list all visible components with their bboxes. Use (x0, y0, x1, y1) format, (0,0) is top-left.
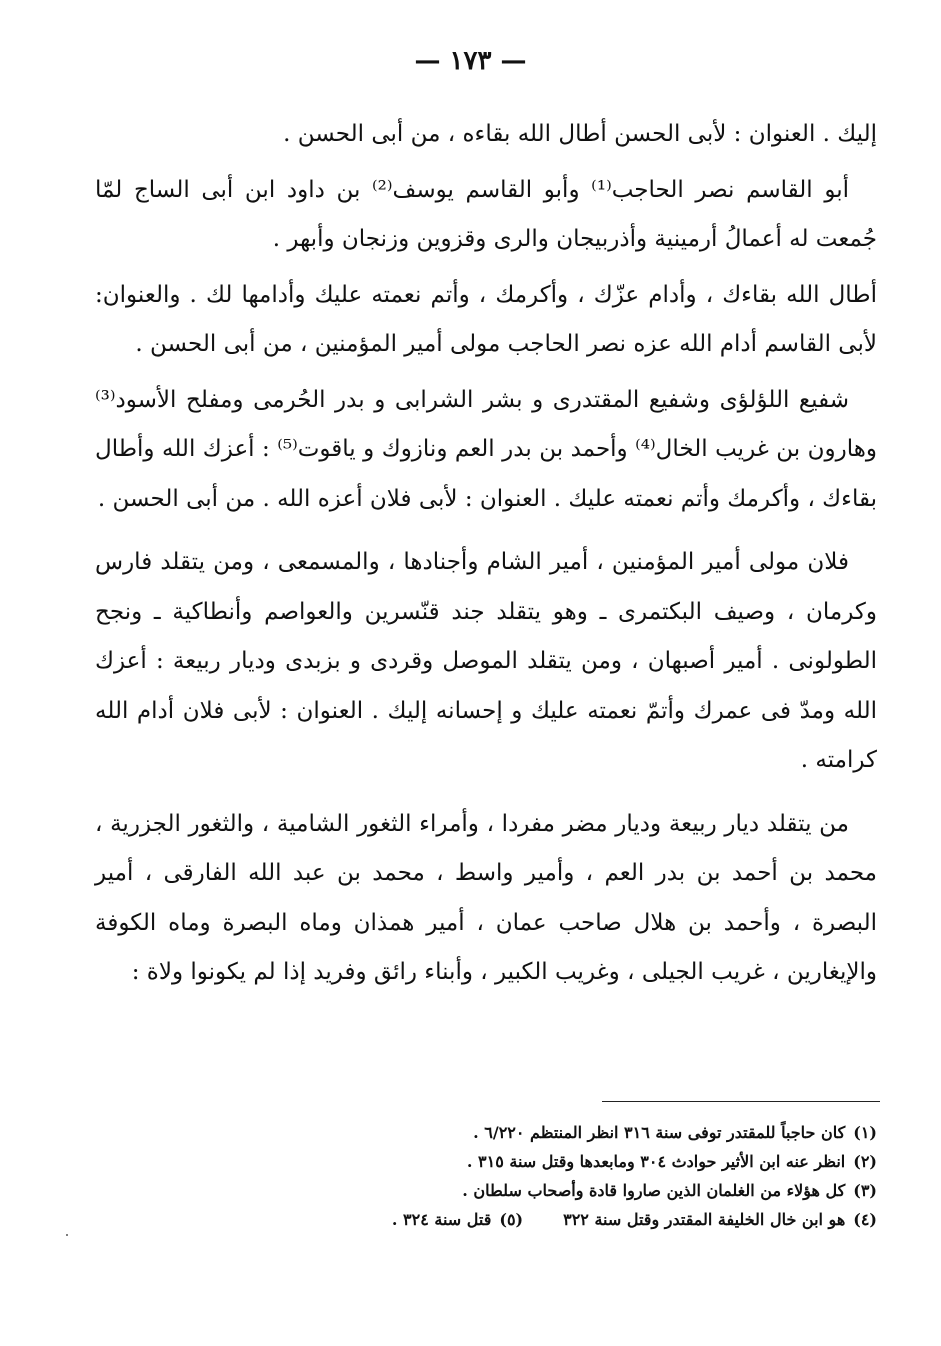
footnote-number: (٢) (853, 1152, 877, 1171)
footnote (260, 1176, 877, 1205)
paragraph: من يتقلد ديار ربيعة وديار مضر مفردا ، وأمراء الثغور الشامية ، والثغور الجزرية ، محمد بن أحمد بن بدر العم ، وأمير واسط ، محمد بن عبد الله الفارقى ، أمير البصرة ، وأحمد بن هلال صاحب عمان ، أمير همذان وماه البصرة وماه الكوفة والإيغارين ، غريب الجيلى ، وغريب الكبير ، وأبناء رائق وفريد إذا لم يكونوا ولاة : (95, 810, 877, 985)
paragraph: شفيع اللؤلؤى وشفيع المقتدرى و بشر الشرابى و بدر الحُرمى ومفلح الأسود⁽³⁾ وهارون بن غريب الخال⁽⁴⁾ وأحمد بن بدر العم ونازوك و ياقوت⁽⁵⁾ : أعزك الله وأطال بقاءك ، وأكرمك وأتم نعمته عليك . العنوان : لأبى فلان أعزه الله . من أبى الحسن . (95, 386, 877, 512)
footnote-text: كل هؤلاء من الغلمان الذين صاروا قادة وأصحاب سلطان . (462, 1181, 846, 1200)
footnote-number: (٣) (853, 1181, 877, 1200)
paragraph: إليك . العنوان : لأبى الحسن أطال الله بقاءه ، من أبى الحسن . (283, 121, 877, 147)
footnote-text: قتل سنة ٣٢٤ . (391, 1210, 492, 1229)
footnote-text: هو ابن خال الخليفة المقتدر وقتل سنة ٣٢٢ (563, 1210, 846, 1229)
scan-speck (66, 1234, 68, 1236)
footnote-number: (١) (853, 1123, 877, 1142)
footnote (260, 1147, 877, 1176)
footnote (260, 1205, 877, 1234)
footnotes (260, 1118, 877, 1234)
footnote-divider (602, 1101, 880, 1102)
page-number: — ١٧٣ — (414, 46, 527, 76)
paragraph: فلان مولى أمير المؤمنين ، أمير الشام وأجنادها ، والمسمعى ، ومن يتقلد فارس وكرمان ، وصيف البكتمرى ـ وهو يتقلد جند قنّسرين والعواصم وأنطاكية ـ ونجح الطولونى . أمير أصبهان ، ومن يتقلد الموصل وقردى و بزبدى وديار ربيعة : أعزك الله ومدّ فى عمرك وأتمّ نعمته عليك و إحسانه إليك . العنوان : لأبى فلان أدام الله كرامته . (95, 549, 877, 773)
footnote-text: انظر عنه ابن الأثير حوادث ٣٠٤ ومابعدها وقتل سنة ٣١٥ . (466, 1152, 846, 1171)
paragraph: أطال الله بقاءك ، وأدام عزّك ، وأكرمك ، وأتم نعمته عليك وأدامها لك . والعنوان: لأبى القاسم أدام الله عزه نصر الحاجب مولى أمير المؤمنين ، من أبى الحسن . (95, 281, 877, 357)
paragraph: أبو القاسم نصر الحاجب⁽¹⁾ وأبو القاسم يوسف⁽²⁾ بن داود ابن أبى الساج لمّا جُمعت له أعمالُ أرمينية وأذربيجان والرى وقزوين وزنجان وأبهر . (95, 176, 877, 252)
footnote-number: (٥) (499, 1210, 524, 1229)
footnote (260, 1118, 877, 1147)
footnote-text: كان حاجباً للمقتدر توفى سنة ٣١٦ انظر المنتظم ٦/٢٢٠ . (473, 1123, 846, 1142)
footnote-number: (٤) (853, 1210, 877, 1229)
main-text (95, 110, 877, 998)
